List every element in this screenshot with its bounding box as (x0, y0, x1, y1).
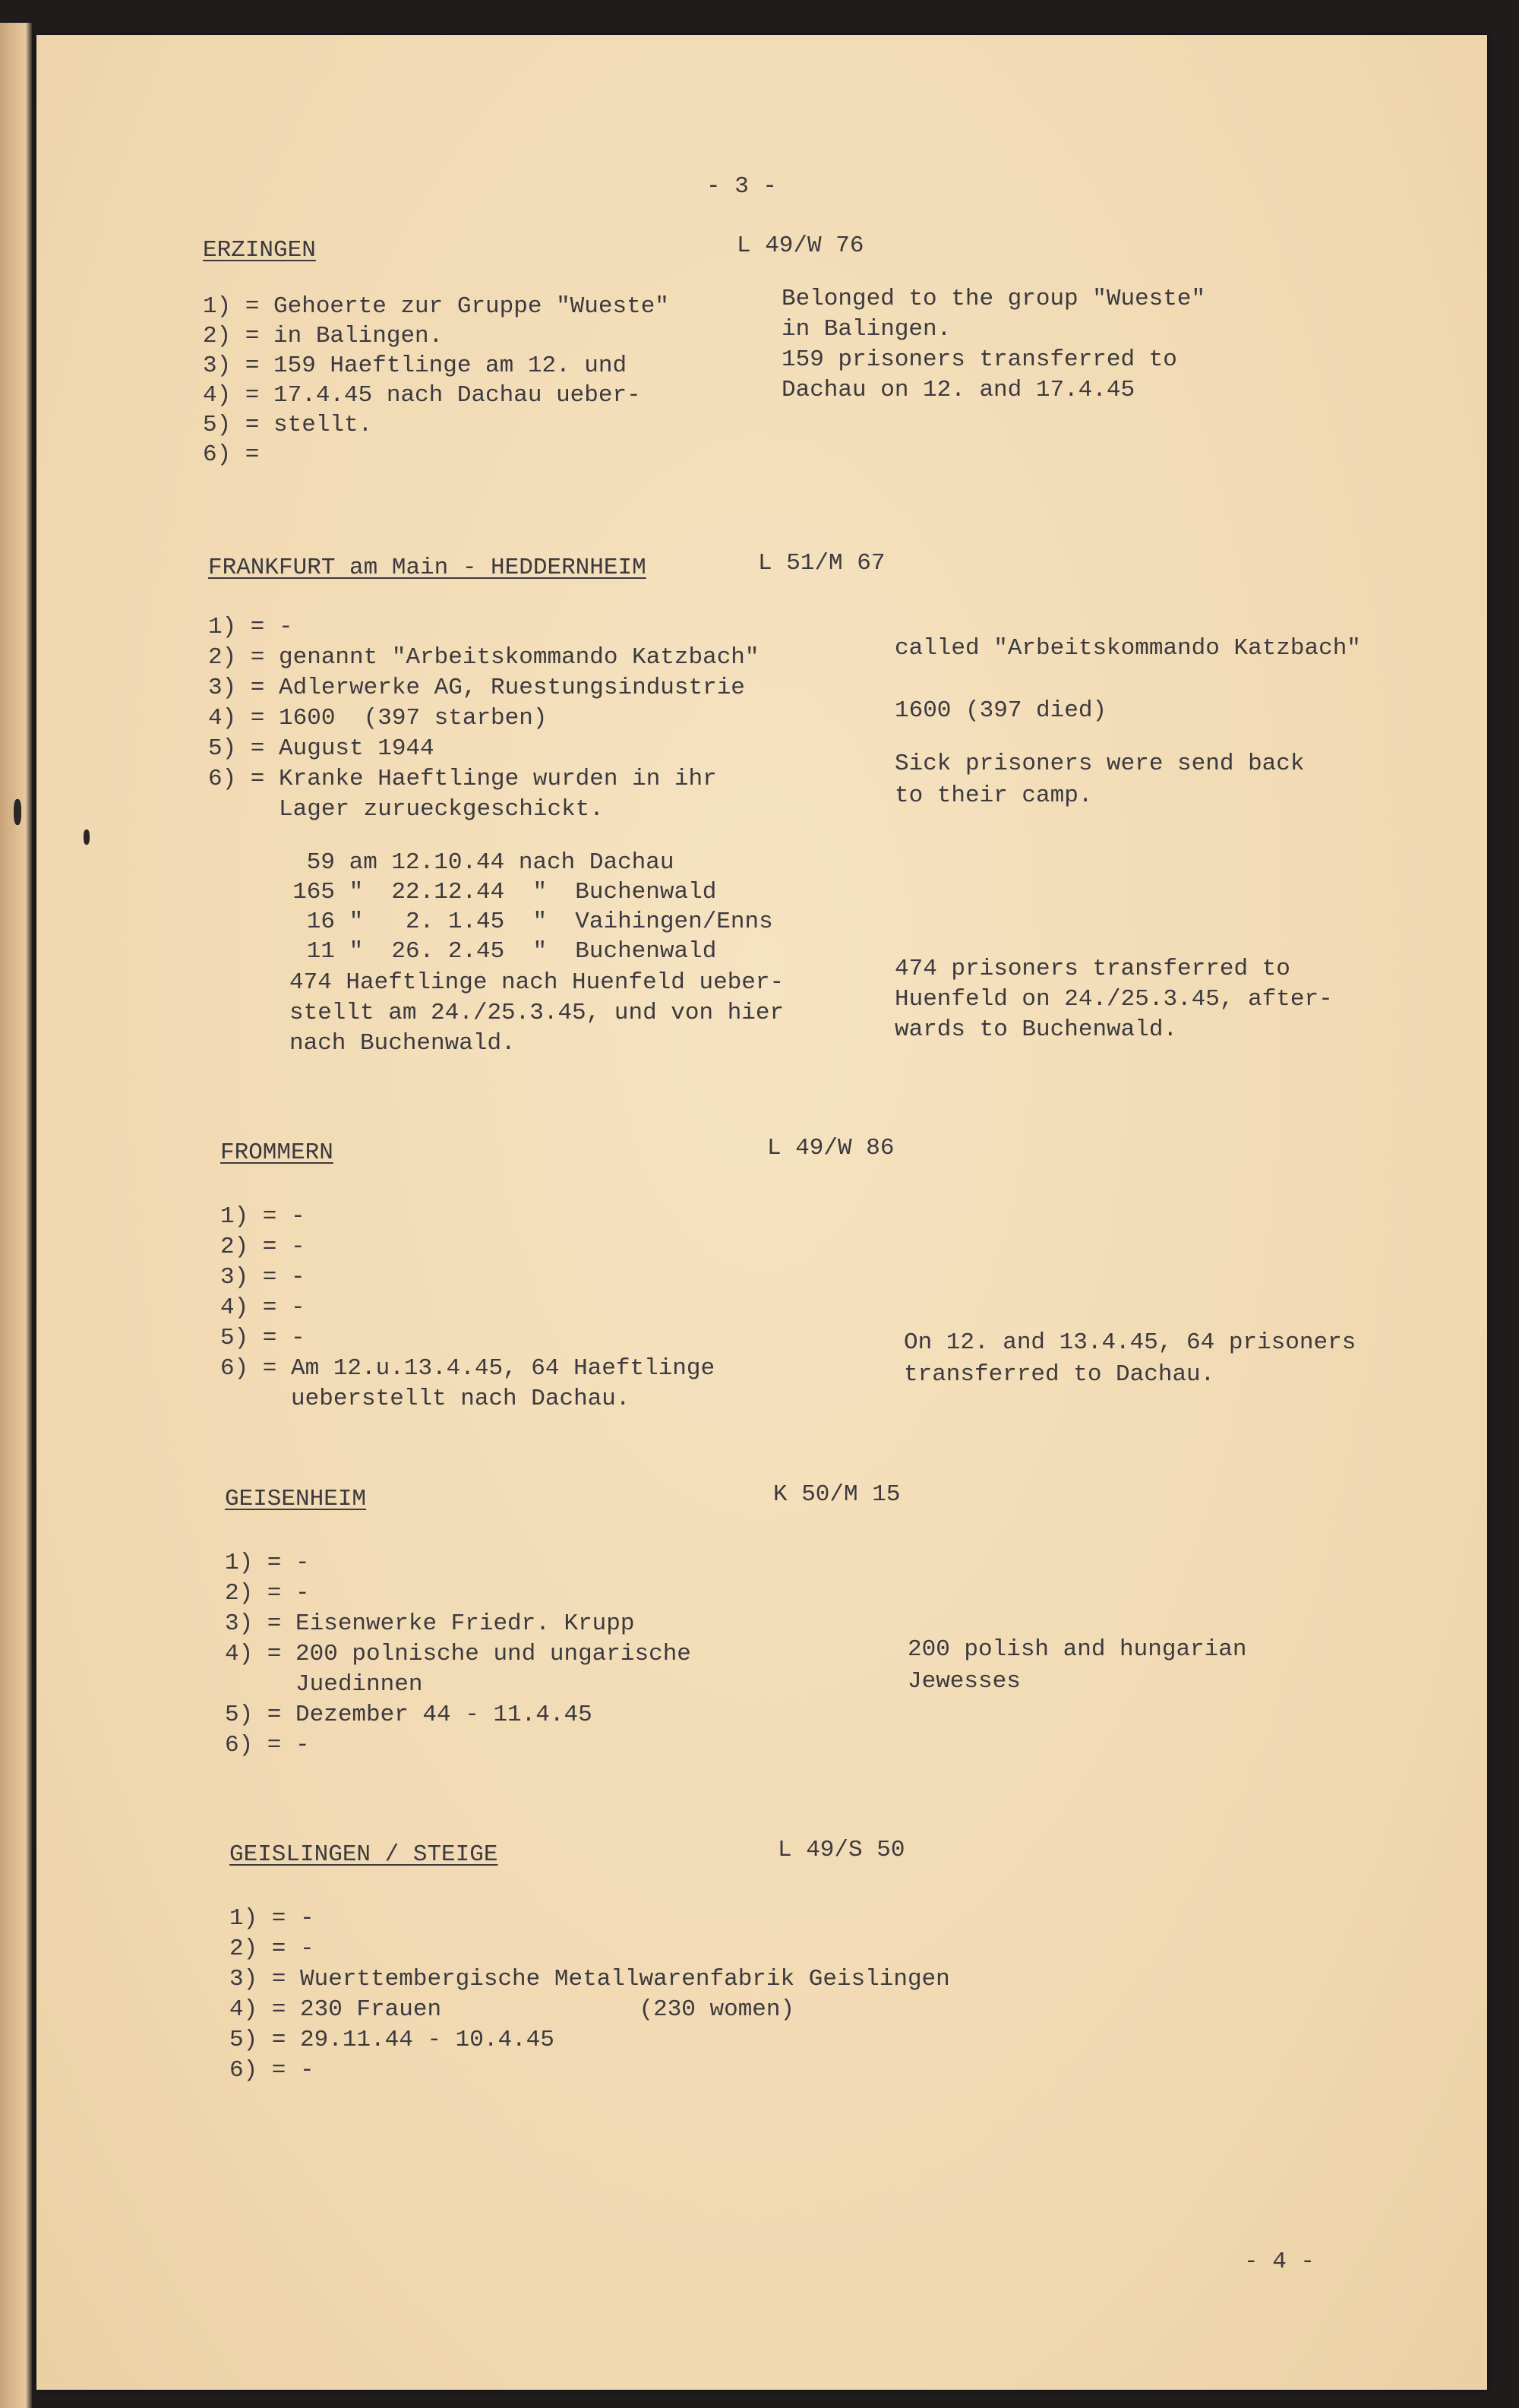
translation-line: Dachau on 12. and 17.4.45 (782, 377, 1135, 403)
line: 3) = Eisenwerke Friedr. Krupp (225, 1610, 635, 1637)
line: 4) = - (220, 1294, 305, 1321)
translation-line: Sick prisoners were send back (895, 751, 1305, 777)
translation-line: called "Arbeitskommando Katzbach" (895, 635, 1361, 662)
line: 5) = Dezember 44 - 11.4.45 (225, 1702, 592, 1728)
translation-line: 200 polish and hungarian (908, 1636, 1247, 1663)
line: 4) = 1600 (397 starben) (208, 705, 548, 732)
page-number-bottom: - 4 - (1244, 2248, 1315, 2275)
line: 2) = genannt "Arbeitskommando Katzbach" (208, 644, 760, 671)
line: 474 Haeftlinge nach Huenfeld ueber- (289, 969, 785, 996)
line: 5) = - (220, 1325, 305, 1351)
line: 6) = - (229, 2057, 314, 2084)
translation-line: in Balingen. (782, 316, 952, 343)
transfer-list-line: 11 " 26. 2.45 " Buchenwald (264, 938, 717, 965)
line: 5) = 29.11.44 - 10.4.45 (229, 2027, 554, 2053)
line: 1) = - (225, 1550, 310, 1576)
line: ueberstellt nach Dachau. (220, 1386, 630, 1412)
line: 3) = 159 Haeftlinge am 12. und (203, 352, 627, 379)
line: nach Buchenwald. (289, 1030, 516, 1057)
section-ref-frankfurt: L 51/M 67 (758, 550, 886, 577)
line: 2) = - (225, 1580, 310, 1607)
line: 6) = Kranke Haeftlinge wurden in ihr (208, 766, 717, 792)
translation-line: Belonged to the group "Wueste" (782, 286, 1206, 312)
line: 2) = - (229, 1936, 314, 1962)
section-heading-geislingen: GEISLINGEN / STEIGE (229, 1841, 498, 1868)
line: 4) = 17.4.45 nach Dachau ueber- (203, 382, 641, 409)
line: Juedinnen (225, 1671, 423, 1698)
line: Lager zurueckgeschickt. (208, 796, 604, 823)
translation-line: to their camp. (895, 782, 1093, 809)
translation-line: 474 prisoners transferred to (895, 956, 1290, 982)
section-ref-frommern: L 49/W 86 (767, 1135, 895, 1161)
transfer-list-line: 59 am 12.10.44 nach Dachau (264, 849, 674, 876)
translation-line: Jewesses (908, 1668, 1021, 1695)
line: 2) = in Balingen. (203, 323, 444, 349)
section-ref-geisenheim: K 50/M 15 (773, 1481, 901, 1508)
ink-mark (14, 799, 21, 825)
ink-mark (84, 830, 90, 845)
line: 6) = (203, 441, 260, 468)
line: 1) = Gehoerte zur Gruppe "Wueste" (203, 293, 669, 320)
line: 6) = Am 12.u.13.4.45, 64 Haeftlinge (220, 1355, 715, 1382)
adjacent-page-edge (0, 23, 32, 2408)
section-ref-erzingen: L 49/W 76 (737, 232, 864, 259)
line: 5) = stellt. (203, 412, 373, 438)
document-page (36, 35, 1487, 2390)
translation-line: On 12. and 13.4.45, 64 prisoners (904, 1329, 1356, 1356)
translation-line: Huenfeld on 24./25.3.45, after- (895, 986, 1333, 1013)
line: 3) = Wuerttembergische Metallwarenfabrik Geislingen (229, 1966, 950, 1992)
section-heading-geisenheim: GEISENHEIM (225, 1486, 367, 1512)
line: stellt am 24./25.3.45, und von hier (289, 1000, 785, 1026)
line: 2) = - (220, 1234, 305, 1260)
translation-line: 159 prisoners transferred to (782, 346, 1177, 373)
transfer-list-line: 16 " 2. 1.45 " Vaihingen/Enns (264, 909, 773, 935)
line: 1) = - (208, 614, 293, 640)
transfer-list-line: 165 " 22.12.44 " Buchenwald (264, 879, 717, 905)
line: 4) = 230 Frauen (230 women) (229, 1996, 795, 2023)
translation-line: 1600 (397 died) (895, 697, 1107, 724)
translation-line: transferred to Dachau. (904, 1361, 1215, 1388)
line: 3) = Adlerwerke AG, Ruestungsindustrie (208, 675, 745, 701)
section-ref-geislingen: L 49/S 50 (778, 1837, 905, 1863)
translation-line: wards to Buchenwald. (895, 1016, 1178, 1043)
section-heading-frommern: FROMMERN (220, 1139, 333, 1166)
page-number-top: - 3 - (706, 173, 778, 200)
line: 1) = - (220, 1203, 305, 1230)
line: 4) = 200 polnische und ungarische (225, 1641, 691, 1667)
line: 6) = - (225, 1732, 310, 1759)
section-heading-erzingen: ERZINGEN (203, 237, 316, 264)
section-heading-frankfurt: FRANKFURT am Main - HEDDERNHEIM (208, 555, 646, 581)
line: 5) = August 1944 (208, 735, 434, 762)
line: 3) = - (220, 1264, 305, 1291)
line: 1) = - (229, 1905, 314, 1932)
